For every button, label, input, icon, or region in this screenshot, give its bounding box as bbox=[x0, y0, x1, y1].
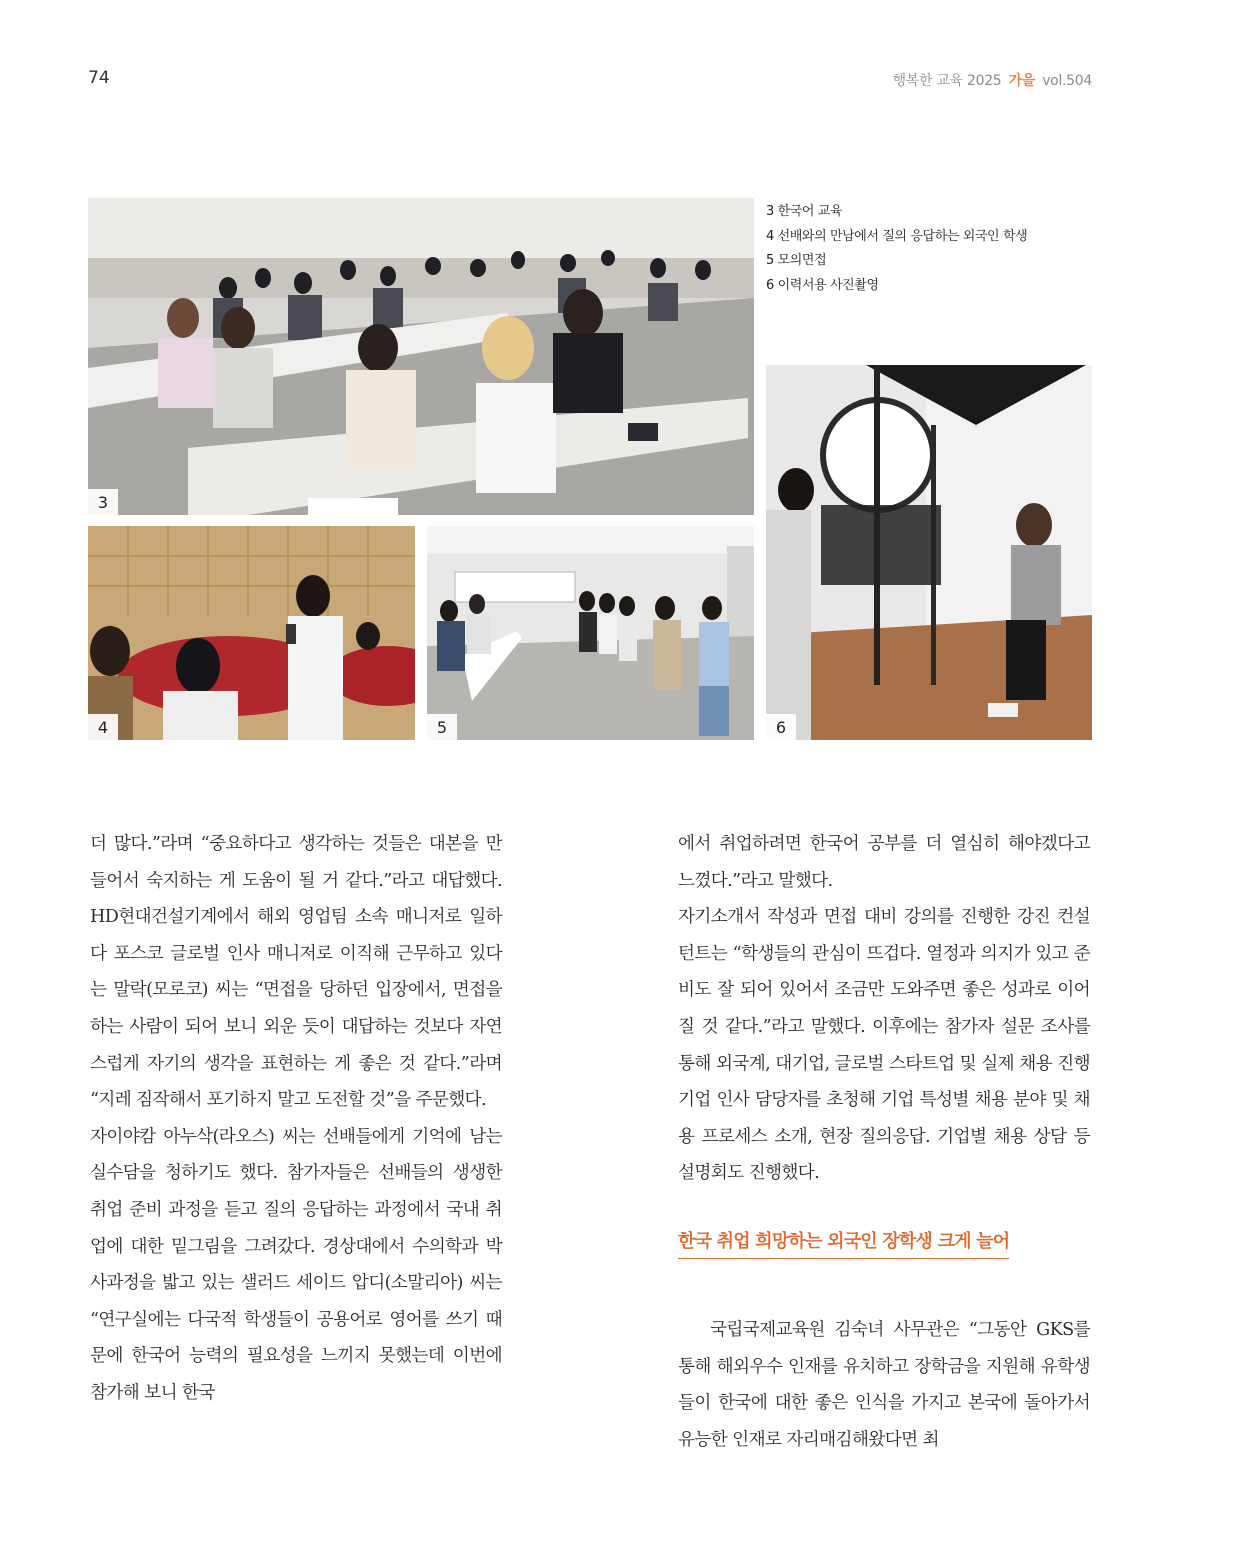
mock-interview-photo bbox=[427, 526, 754, 740]
body-paragraph: 더 많다.”라며 “중요하다고 생각하는 것들은 대본을 만들어서 숙지하는 게 도움이 될 거 같다.”라고 대답했다. HD현대건설기계에서 해외 영업팀 소속 매니저로 일하다 포스코 글로벌 인사 매니저로 이직해 근무하고 있다는 말락(모로코) 씨는 “면접을 당하던 입장에서, 면접을 하는 사람이 되어 보니 외운 듯이 대답하는 것보다 자연스럽게 자기의 생각을 표현하는 게 좋은 것 같다.”라며 “지레 짐작해서 포기하지 말고 도전할 것”을 주문했다. bbox=[90, 834, 502, 1111]
mentoring-session-photo bbox=[88, 526, 415, 740]
photo-number-6: 6 bbox=[766, 714, 796, 740]
photo-shoot-photo bbox=[766, 365, 1092, 740]
mock-interview-image bbox=[427, 526, 754, 740]
caption-4: 4 선배와의 만남에서 질의 응답하는 외국인 학생 bbox=[766, 228, 1028, 244]
body-paragraph: 국립국제교육원 김숙녀 사무관은 “그동안 GKS를 통해 해외우수 인재를 유치하고 장학금을 지원해 유학생들이 한국에 대한 좋은 인식을 가지고 본국에 돌아가서 유능한 인재로 자리매김해왔다면 최 bbox=[678, 1319, 1090, 1450]
season-label: 가을 bbox=[1008, 73, 1036, 89]
running-head bbox=[893, 70, 1092, 90]
article-right-column bbox=[678, 826, 1090, 1458]
body-paragraph: 자기소개서 작성과 면접 대비 강의를 진행한 강진 컨설턴트는 “학생들의 관심이 뜨겁다. 열정과 의지가 있고 준비도 잘 되어 있어서 조금만 도와주면 좋은 성과로 이어질 것 같다.”라고 말했다. 이후에는 참가자 설문 조사를 통해 외국계, 대기업, 글로벌 스타트업 및 실제 채용 진행 기업 인사 담당자를 초청해 기업 특성별 채용 분야 및 채용 프로세스 소개, 현장 질의응답. 기업별 채용 상담 등 설명회도 진행했다. bbox=[678, 907, 1090, 1184]
body-paragraph: 에서 취업하려면 한국어 공부를 더 열심히 해야겠다고 느꼈다.”라고 말했다. bbox=[678, 834, 1090, 891]
volume-label: vol.504 bbox=[1042, 73, 1092, 89]
photo-captions bbox=[766, 200, 1027, 298]
caption-6: 6 이력서용 사진촬영 bbox=[766, 277, 879, 293]
page-number: 74 bbox=[88, 68, 110, 88]
article-left-column bbox=[90, 826, 502, 1412]
caption-5: 5 모의면접 bbox=[766, 253, 827, 268]
body-paragraph: 자이야캄 아누삭(라오스) 씨는 선배들에게 기억에 남는 실수담을 청하기도 했다. 참가자들은 선배들의 생생한 취업 준비 과정을 듣고 질의 응답하는 과정에서 국내 취업에 대한 밑그림을 그려갔다. 경상대에서 수의학과 박사과정을 밟고 있는 샐러드 세이드 압디(소말리아) 씨는 “연구실에는 다국적 학생들이 공용어로 영어를 쓰기 때문에 한국어 능력의 필요성을 느끼지 못했는데 이번에 참가해 보니 한국 bbox=[90, 1126, 502, 1403]
photo-number-3: 3 bbox=[88, 489, 118, 515]
mentoring-session-image bbox=[88, 526, 415, 740]
section-subheading: 한국 취업 희망하는 외국인 장학생 크게 늘어 bbox=[678, 1228, 1009, 1259]
photo-number-4: 4 bbox=[88, 714, 118, 740]
classroom-photo bbox=[88, 198, 754, 515]
caption-3: 3 한국어 교육 bbox=[766, 204, 843, 219]
magazine-title: 행복한 교육 2025 bbox=[892, 73, 1002, 89]
photo-shoot-image bbox=[766, 365, 1092, 740]
classroom-photo-image bbox=[88, 198, 754, 515]
subheading-block bbox=[678, 1192, 1090, 1312]
photo-number-5: 5 bbox=[427, 714, 457, 740]
